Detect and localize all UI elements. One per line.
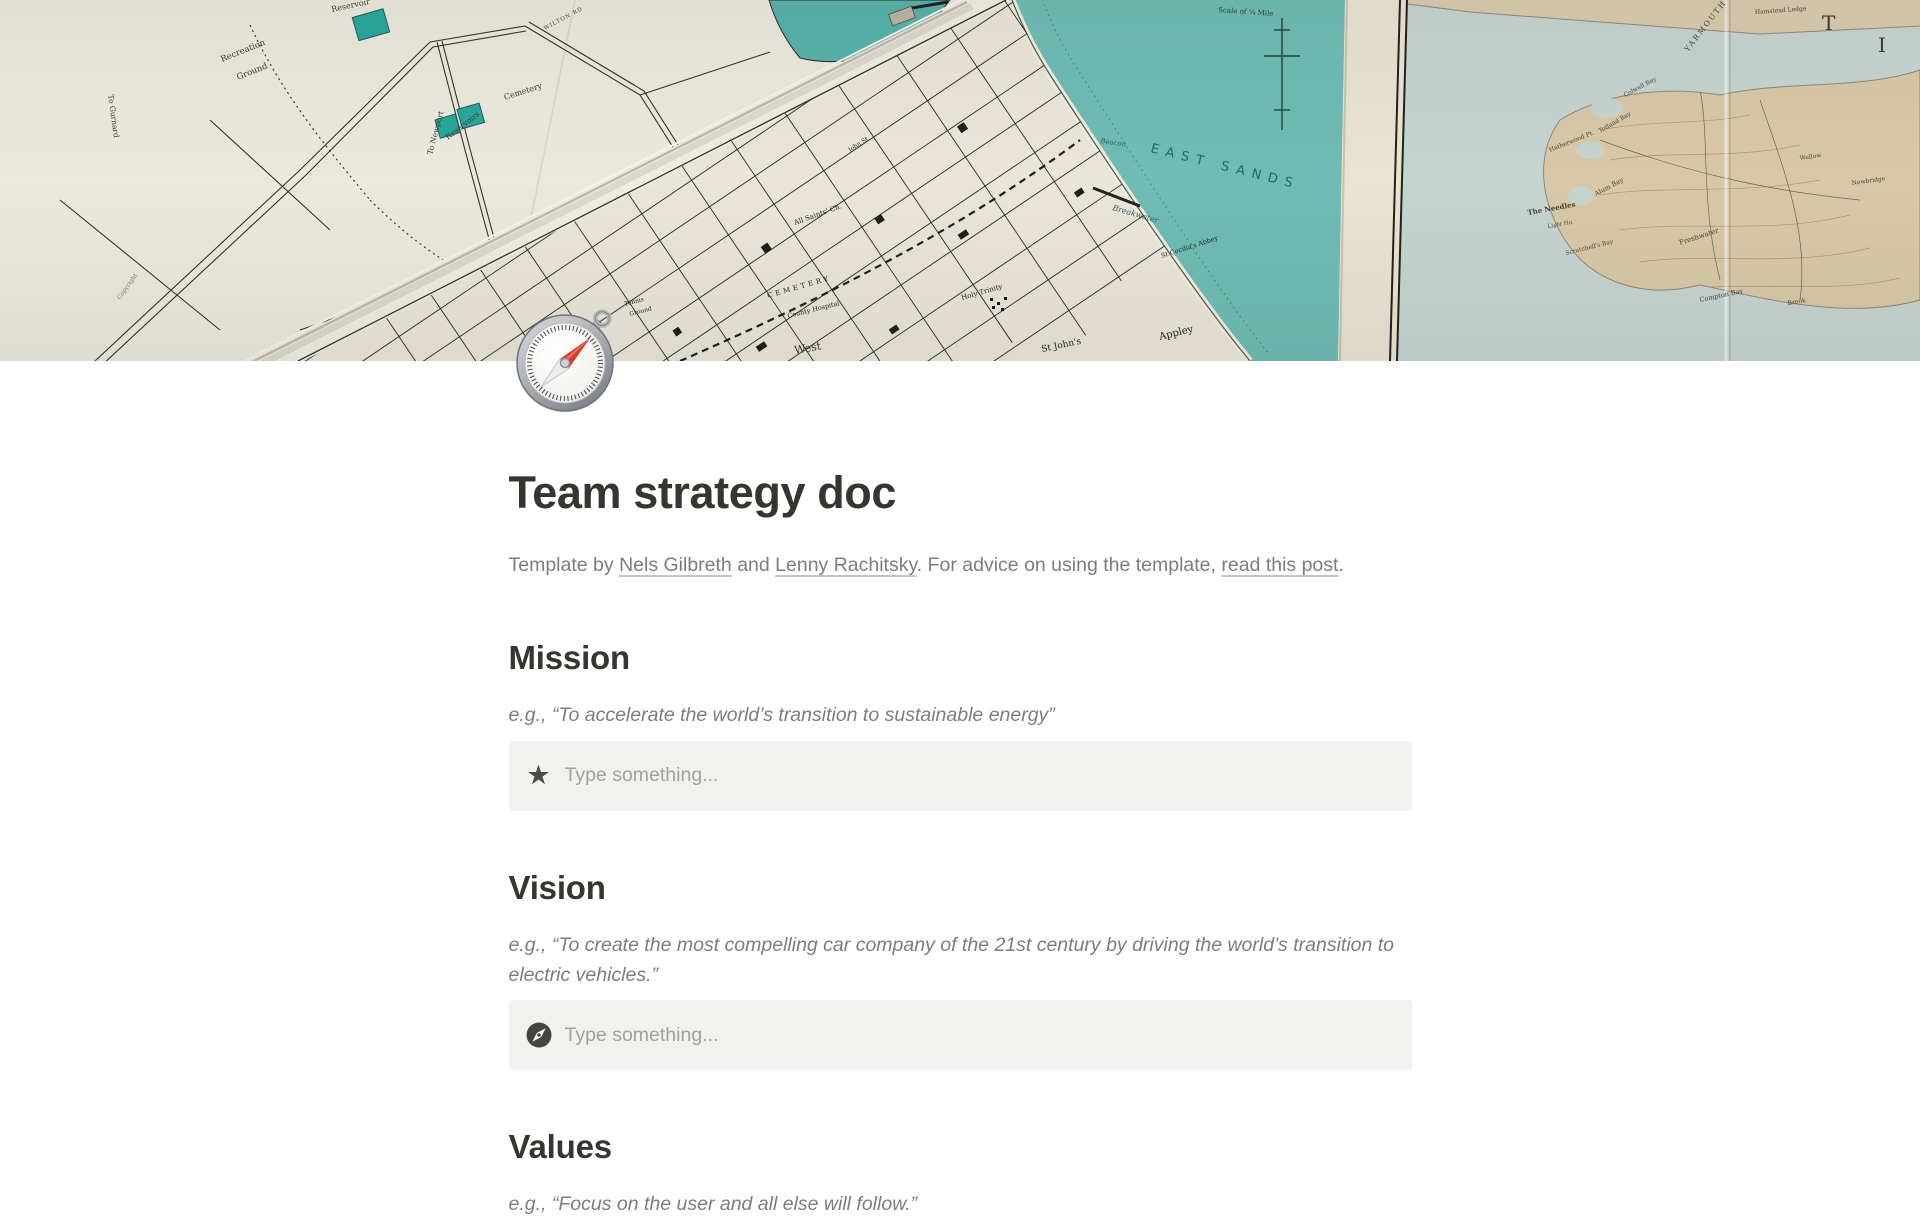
section-mission xyxy=(509,637,1412,810)
vision-input[interactable] xyxy=(509,1000,1412,1070)
values-heading[interactable]: Values xyxy=(508,1128,612,1166)
vision-heading[interactable]: Vision xyxy=(508,868,606,906)
byline-and: and xyxy=(731,554,776,577)
values-example-text[interactable]: e.g., “Focus on the user and all else will follow.” xyxy=(508,1193,918,1216)
star-icon: ★ xyxy=(526,760,551,792)
byline-suffix: . xyxy=(1338,554,1344,577)
vision-example-text[interactable]: e.g., “To create the most compelling car company of the 21st century by driving the world’s transition to electric vehicles.” xyxy=(508,933,1395,987)
byline-link-read-post[interactable]: read this post xyxy=(1221,554,1339,577)
mission-heading[interactable]: Mission xyxy=(508,639,630,677)
mission-input[interactable] xyxy=(509,741,1412,811)
byline-middle: . For advice on using the template, xyxy=(916,554,1222,577)
compass-icon xyxy=(525,1021,553,1049)
compass-emoji-icon xyxy=(510,300,626,416)
byline xyxy=(509,550,1412,581)
document-body xyxy=(509,361,1412,1220)
mission-placeholder: Type something... xyxy=(564,764,719,787)
section-values xyxy=(509,1126,1412,1219)
vision-placeholder: Type something... xyxy=(564,1023,719,1046)
page-title[interactable]: Team strategy doc xyxy=(508,467,896,519)
byline-link-author2[interactable]: Lenny Rachitsky xyxy=(775,554,917,577)
byline-prefix: Template by xyxy=(508,554,620,577)
mission-example-text[interactable]: e.g., “To accelerate the world’s transition to sustainable energy” xyxy=(508,704,1055,727)
cover-image xyxy=(0,0,1920,361)
cover-map-illustration xyxy=(0,0,1920,361)
page-icon-compass[interactable] xyxy=(510,300,626,416)
byline-link-author1[interactable]: Nels Gilbreth xyxy=(619,554,732,577)
section-vision xyxy=(509,867,1412,1071)
